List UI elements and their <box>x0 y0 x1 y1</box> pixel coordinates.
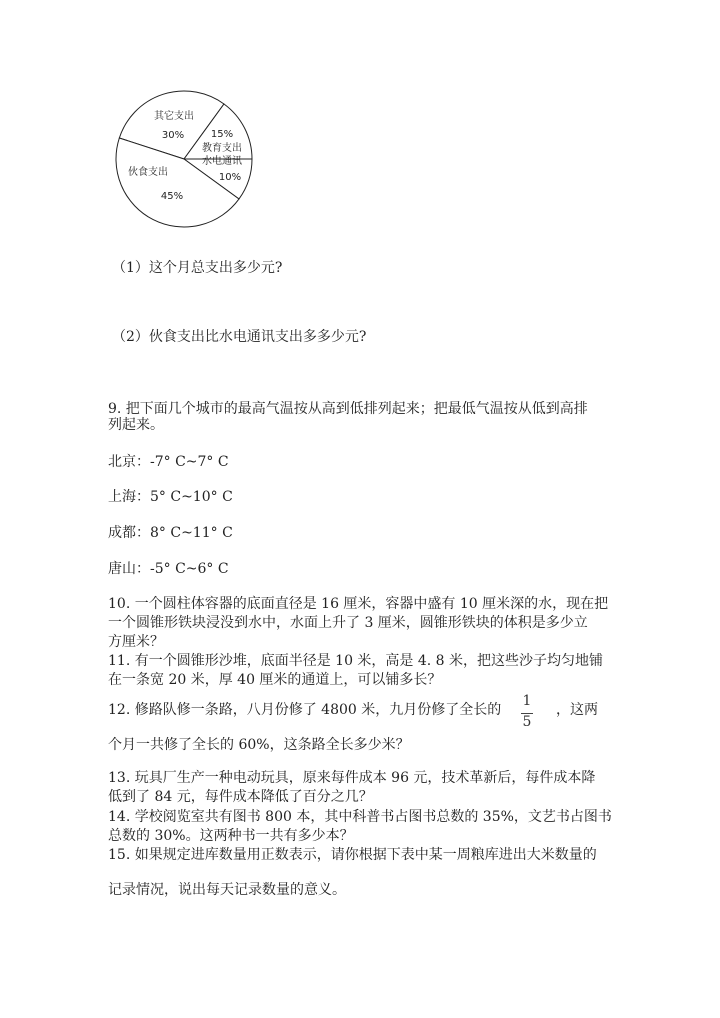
pie-chart <box>0 0 720 240</box>
question-10-line2: 一个圆锥形铁块浸没到水中，水面上升了 3 厘米，圆锥形铁块的体积是多少立 <box>108 615 588 631</box>
question-10-line1: 10. 一个圆柱体容器的底面直径是 16 厘米，容器中盛有 10 厘米深的水，现在把 <box>108 596 609 612</box>
question-10-line3: 方厘米？ <box>108 634 164 650</box>
pie-value-utilities: 10% <box>218 172 242 183</box>
question-13-line1: 13. 玩具厂生产一种电动玩具，原来每件成本 96 元，技术革新后，每件成本降 <box>108 770 596 786</box>
question-8-2: （2）伙食支出比水电通讯支出多多少元? <box>112 329 367 345</box>
question-12-part1: 12. 修路队修一条路，八月份修了 4800 米，九月份修了全长的 <box>108 702 502 718</box>
question-8-1: （1）这个月总支出多少元? <box>112 260 283 276</box>
city-tangshan: 唐山：-5° C~6° C <box>108 561 229 577</box>
question-11-line2: 在一条宽 20 米，厚 40 厘米的通道上，可以铺多长？ <box>108 672 442 688</box>
pie-label-utilities: 水电通讯 <box>202 156 242 167</box>
pie-value-food: 45% <box>160 191 184 202</box>
fraction-numerator: 1 <box>522 693 532 709</box>
question-15-line1: 15. 如果规定进库数量用正数表示，请你根据下表中某一周粮库进出大米数量的 <box>108 847 597 863</box>
fraction-denominator: 5 <box>522 714 532 730</box>
city-shanghai: 上海：5° C~10° C <box>108 489 233 505</box>
question-14-line1: 14. 学校阅览室共有图书 800 本，其中科普书占图书总数的 35%，文艺书占图书 <box>108 809 612 825</box>
question-9-line2: 列起来。 <box>108 417 164 433</box>
question-14-line2: 总数的 30%。这两种书一共有多少本？ <box>108 828 354 844</box>
question-12-line2: 个月一共修了全长的 60%，这条路全长多少米？ <box>108 737 410 753</box>
pie-label-education: 教育支出 <box>202 143 242 154</box>
question-11-line1: 11. 有一个圆锥形沙堆，底面半径是 10 米，高是 4. 8 米，把这些沙子均匀地铺 <box>108 653 604 669</box>
question-9-line1: 9. 把下面几个城市的最高气温按从高到低排列起来；把最低气温按从低到高排 <box>108 401 588 417</box>
question-13-line2: 低到了 84 元，每件成本降低了百分之几？ <box>108 789 373 805</box>
pie-label-food: 伙食支出 <box>128 167 168 178</box>
fraction-one-fifth <box>518 693 536 733</box>
pie-value-education: 15% <box>210 129 234 140</box>
city-chengdu: 成都：8° C~11° C <box>108 525 233 541</box>
pie-value-other: 30% <box>161 130 185 141</box>
question-12-part2: ，这两 <box>556 702 598 718</box>
pie-label-other: 其它支出 <box>154 111 194 122</box>
city-beijing: 北京：-7° C~7° C <box>108 454 229 470</box>
question-15-line2: 记录情况，说出每天记录数量的意义。 <box>108 882 346 898</box>
